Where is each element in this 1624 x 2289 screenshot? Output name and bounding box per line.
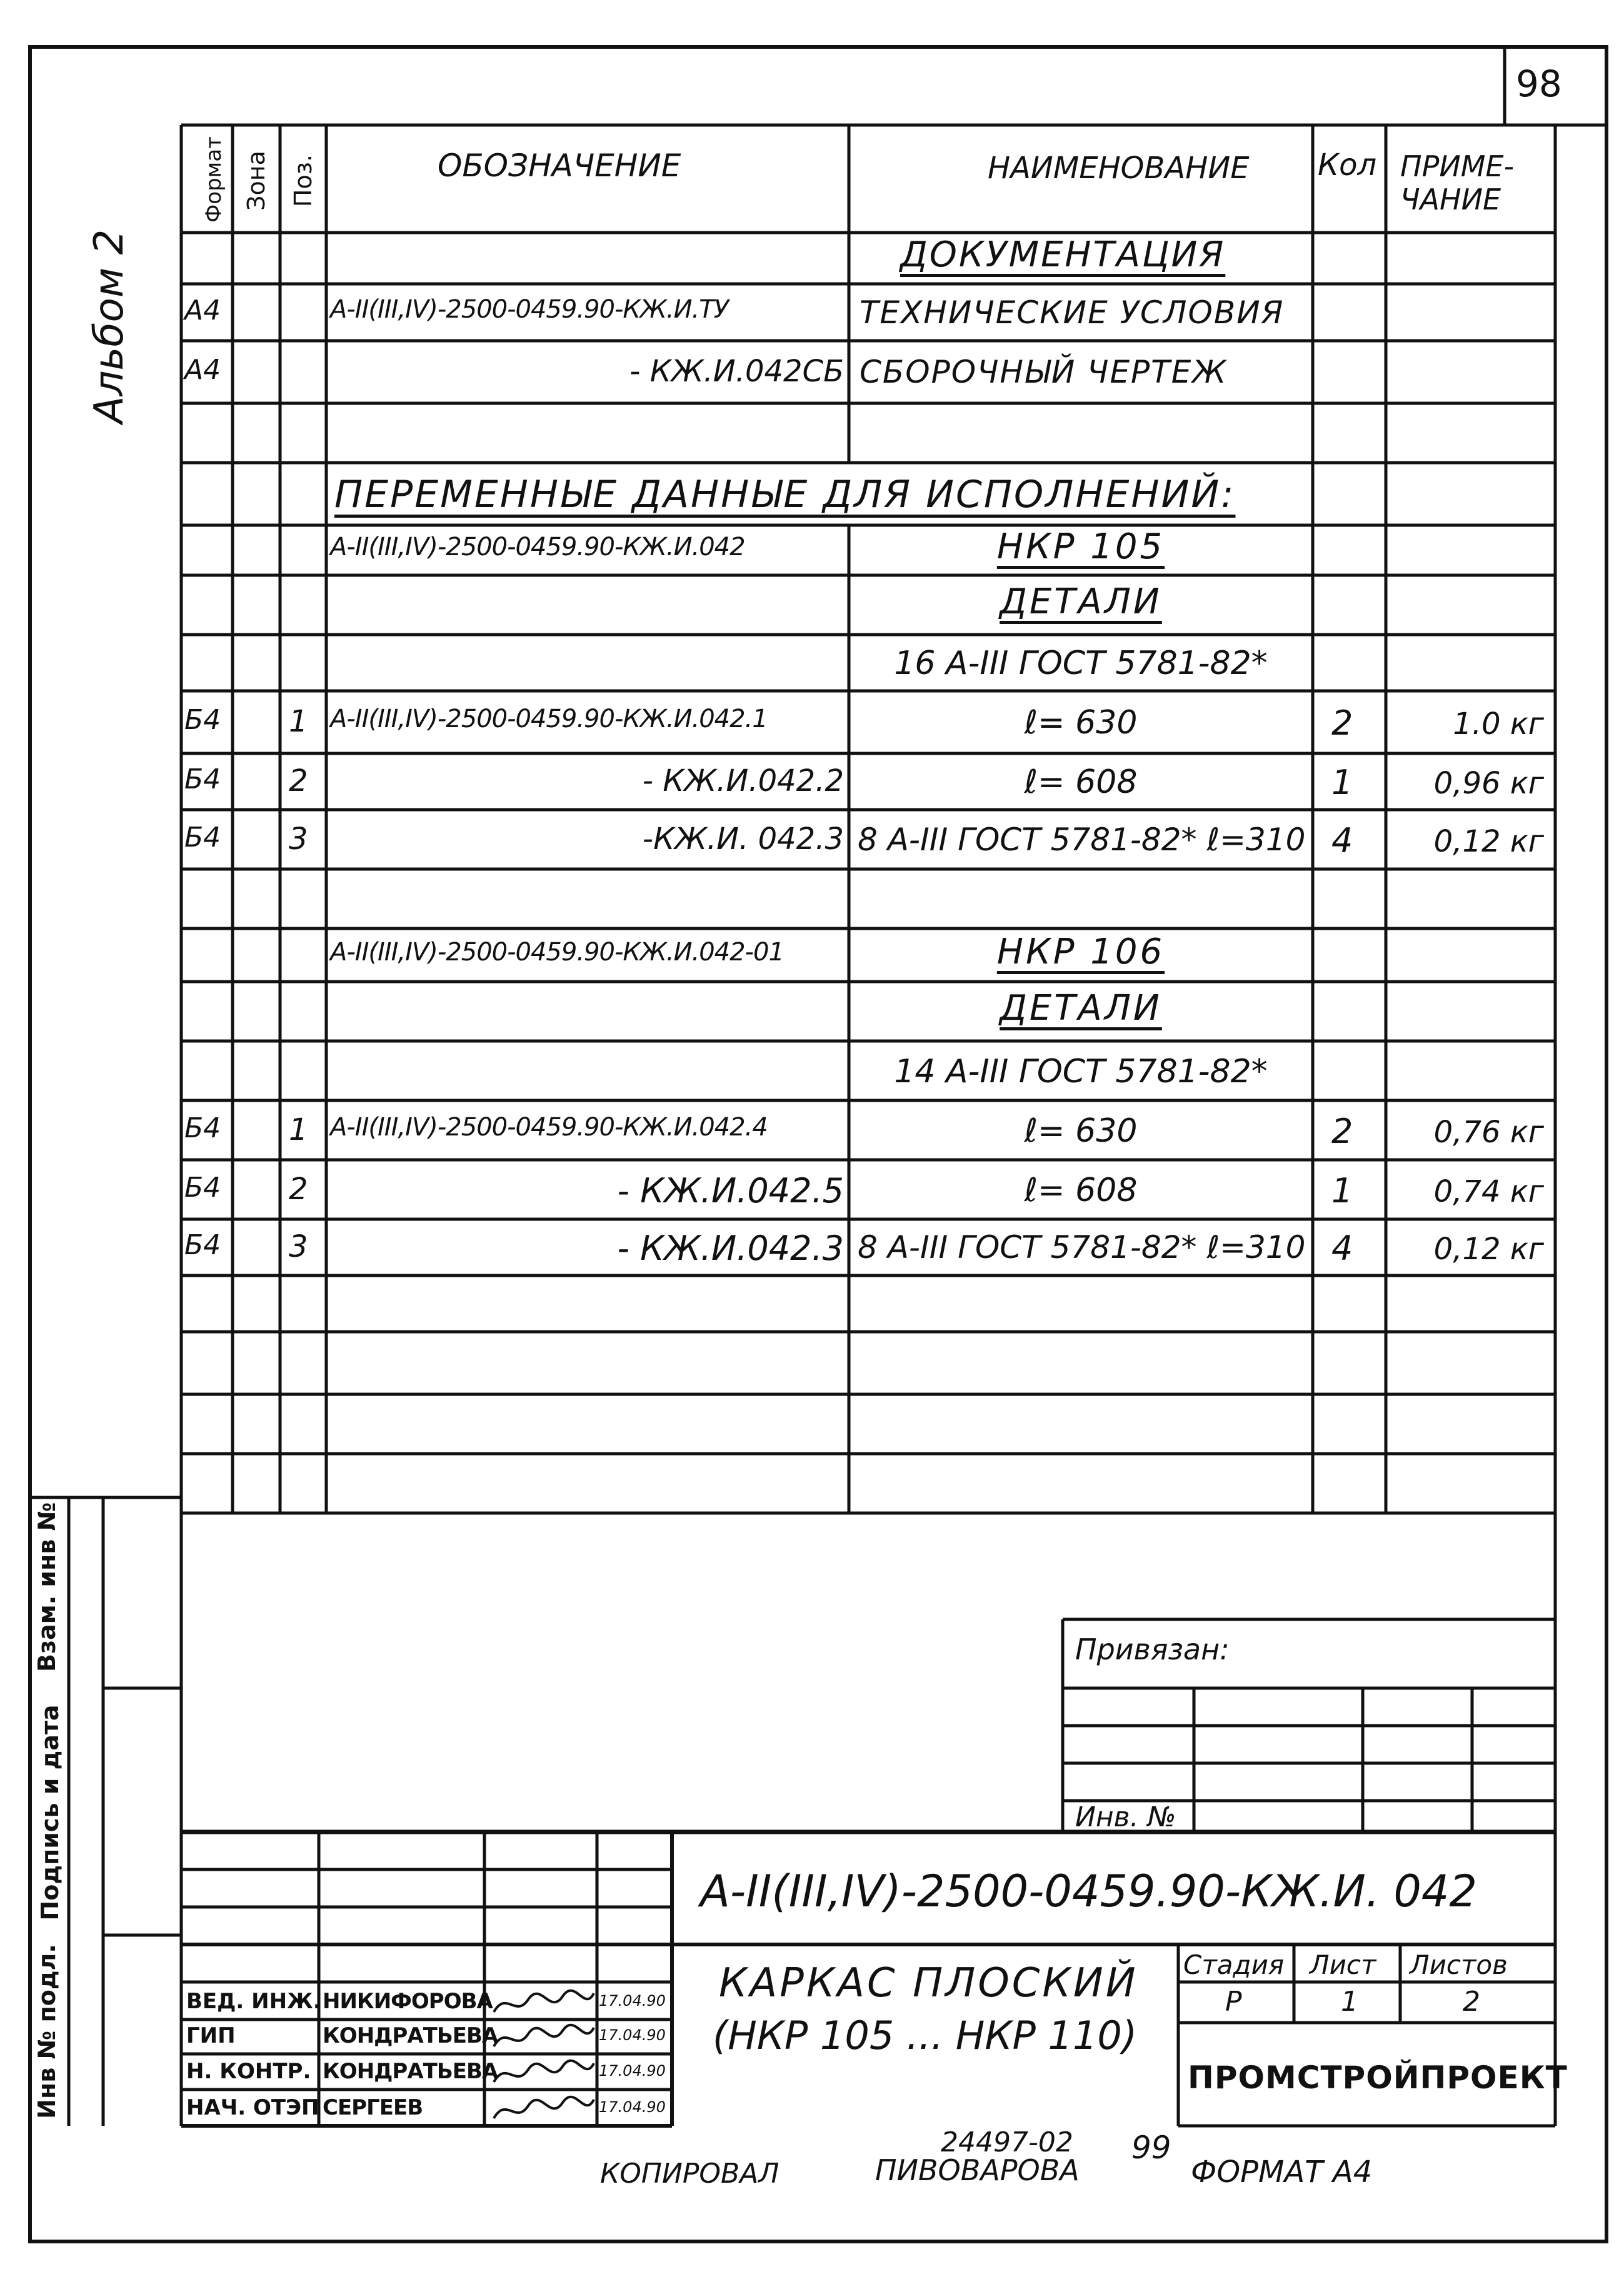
handwritten-signature [491,2021,597,2056]
sig-name: КОНДРАТЬЕВА [323,2023,498,2048]
row-format: Б4 [184,821,221,853]
row-designation: - КЖ.И.042.2 [642,763,844,798]
binding-label: Привязан: [1075,1632,1230,1666]
row-name: 14 А-III ГОСТ 5781-82* [894,1052,1268,1090]
sig-role: НАЧ. ОТЭП [186,2095,319,2120]
row-pos: 2 [289,1171,308,1207]
row-designation: - КЖ.И.042.5 [617,1170,844,1210]
sig-name: СЕРГЕЕВ [323,2095,423,2120]
row-name: НКР 106 [996,931,1165,972]
handwritten-signature [491,2057,597,2091]
row-qty: 4 [1331,1229,1353,1268]
sheet-label: Лист [1310,1949,1376,1980]
row-pos: 1 [289,1112,308,1147]
organization: ПРОМСТРОЙПРОЕКТ [1188,2060,1568,2096]
row-note: 0,96 кг [1433,766,1544,801]
header-designation: ОБОЗНАЧЕНИЕ [438,148,681,184]
sheets-label: Листов [1410,1949,1508,1980]
sig-role: Н. КОНТР. [186,2059,311,2084]
sig-role: ВЕД. ИНЖ. [186,1989,321,2014]
row-pos: 3 [289,1229,308,1264]
row-name: 16 А-III ГОСТ 5781-82* [894,645,1268,682]
header-name: НАИМЕНОВАНИЕ [988,151,1250,186]
row-format: Б4 [184,1229,221,1261]
sheets-value: 2 [1463,1986,1480,2018]
row-name: ДЕТАЛИ [1000,581,1162,622]
row-format: А4 [184,354,221,386]
footer-copied: КОПИРОВАЛ [600,2158,779,2190]
row-name: ДЕТАЛИ [1000,987,1162,1029]
row-designation: А-II(III,IV)-2500-0459.90-КЖ.И.042.4 [330,1112,768,1142]
row-qty: 2 [1331,1111,1353,1151]
row-pos: 2 [289,763,308,798]
row-note: 1.0 кг [1453,707,1544,742]
sig-date: 17.04.90 [599,2062,666,2080]
title-line2: (НКР 105 ... НКР 110) [713,2013,1138,2058]
title-line1: КАРКАС ПЛОСКИЙ [719,1960,1138,2006]
row-name: 8 А-III ГОСТ 5781-82* ℓ=310 [858,821,1306,858]
row-designation: А-II(III,IV)-2500-0459.90-КЖ.И.042 [330,533,745,561]
sig-date: 17.04.90 [599,2026,666,2044]
row-designation: А-II(III,IV)-2500-0459.90-КЖ.И.042-01 [330,937,784,967]
row-designation: А-II(III,IV)-2500-0459.90-КЖ.И.042.1 [330,705,768,733]
sig-name: НИКИФОРОВА [323,1989,493,2014]
row-designation: - КЖ.И.042СБ [629,354,844,389]
page-number: 98 [1516,63,1562,105]
side-inv-orig: Инв № подл. [33,1944,61,2119]
row-format: Б4 [184,1171,221,1204]
row-qty: 2 [1331,703,1353,743]
sig-date: 17.04.90 [599,1992,666,2010]
row-designation: -КЖ.И. 042.3 [642,821,844,857]
footer-copier: ПИВОВАРОВА [875,2153,1080,2187]
stage-value: Р [1225,1986,1242,2018]
row-name: 8 А-III ГОСТ 5781-82* ℓ=310 [858,1229,1306,1265]
row-format: Б4 [184,763,221,795]
row-name: ℓ= 630 [1024,704,1138,742]
sig-role: ГИП [186,2023,236,2048]
footer-format: ФОРМАТ А4 [1191,2155,1373,2190]
row-pos: 1 [289,704,308,739]
row-designation: А-II(III,IV)-2500-0459.90-КЖ.И.ТУ [330,294,729,324]
stage-label: Стадия [1183,1949,1285,1980]
album-label: Альбом 2 [86,229,133,424]
row-qty: 4 [1331,820,1353,860]
binding-inv: Инв. № [1075,1801,1176,1833]
header-format: Формат [201,136,226,223]
header-qty: Кол [1318,148,1377,183]
side-inv-repl: Взам. инв № [33,1502,61,1672]
sig-name: КОНДРАТЬЕВА [323,2059,498,2084]
side-sign-date: Подпись и дата [36,1704,64,1921]
row-note: 0,12 кг [1433,1232,1544,1267]
header-note: ПРИМЕ- ЧАНИЕ [1400,149,1515,216]
header-zone: Зона [243,151,270,211]
doc-code: А-II(III,IV)-2500-0459.90-КЖ.И. 042 [700,1866,1477,1917]
row-qty: 1 [1331,1170,1353,1210]
sig-date: 17.04.90 [599,2098,666,2116]
row-designation: - КЖ.И.042.3 [617,1229,844,1268]
row-name: ДОКУМЕНТАЦИЯ [900,234,1226,275]
footer-page: 99 [1131,2130,1171,2166]
row-name: ℓ= 630 [1024,1112,1138,1150]
row-note: 0,12 кг [1433,823,1544,859]
row-designation: ПЕРЕМЕННЫЕ ДАННЫЕ ДЛЯ ИСПОЛНЕНИЙ: [334,473,1236,516]
row-name: ℓ= 608 [1024,763,1138,801]
row-pos: 3 [289,821,308,857]
row-name: НКР 105 [996,526,1165,567]
row-name: ТЕХНИЧЕСКИЕ УСЛОВИЯ [860,294,1285,331]
sheet-value: 1 [1341,1986,1358,2018]
row-qty: 1 [1331,763,1353,802]
row-format: Б4 [184,704,221,736]
row-format: А4 [184,294,221,326]
row-name: СБОРОЧНЫЙ ЧЕРТЕЖ [860,354,1228,390]
header-pos: Поз. [289,154,317,208]
footer-number: 24497-02 [941,2126,1073,2158]
row-format: Б4 [184,1112,221,1144]
row-name: ℓ= 608 [1024,1171,1138,1209]
row-note: 0,74 кг [1433,1174,1544,1209]
handwritten-signature [491,1987,597,2021]
row-note: 0,76 кг [1433,1114,1544,1150]
handwritten-signature [491,2093,597,2128]
